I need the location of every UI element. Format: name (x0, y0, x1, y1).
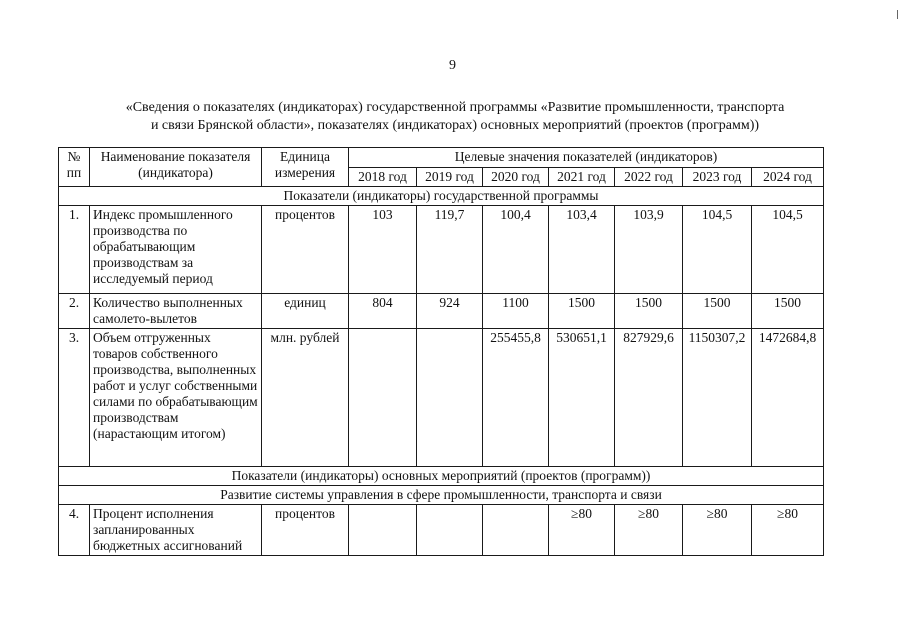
year-header-cell: 2024 год (752, 168, 824, 187)
target-value-cell: 1100 (483, 294, 549, 329)
table-row (59, 505, 824, 556)
year-header-cell: 2020 год (483, 168, 549, 187)
target-value-cell: 103,4 (549, 206, 615, 294)
target-value-cell: 104,5 (752, 206, 824, 294)
unit-cell: процентов (262, 505, 349, 556)
target-value-cell: 1500 (615, 294, 683, 329)
target-value-cell (349, 505, 417, 556)
target-value-cell: 119,7 (417, 206, 483, 294)
indicator-name-cell: Индекс промышленного производства по обрабатывающим производствам за исследуемый период (90, 206, 262, 294)
unit-cell: млн. рублей (262, 329, 349, 467)
row-number-cell: 1. (59, 206, 90, 294)
header-name-line-1: Наименование показателя (100, 149, 251, 164)
section-row (59, 486, 824, 505)
target-value-cell: 104,5 (683, 206, 752, 294)
target-value-cell: ≥80 (683, 505, 752, 556)
indicator-name-cell: Объем отгруженных товаров собственного производства, выполненных работ и услуг собственными силами по обрабатывающим производствам (нарастающим итогом) (90, 329, 262, 467)
target-value-cell: 1500 (549, 294, 615, 329)
section-management-system: Развитие системы управления в сфере промышленности, транспорта и связи (59, 486, 824, 505)
document-title-line-2: и связи Брянской области», показателях (индикаторах) основных мероприятий (проектов (программ)) (150, 118, 760, 133)
target-value-cell: 827929,6 (615, 329, 683, 467)
year-header-cell: 2022 год (615, 168, 683, 187)
target-value-cell (417, 329, 483, 467)
document-title (70, 99, 840, 135)
row-number-cell: 4. (59, 505, 90, 556)
target-value-cell (349, 329, 417, 467)
indicator-name-cell: Процент исполнения запланированных бюджетных ассигнований (90, 505, 262, 556)
target-value-cell: 1500 (683, 294, 752, 329)
year-header-cell: 2021 год (549, 168, 615, 187)
header-targets-cell: Целевые значения показателей (индикаторов) (349, 148, 824, 168)
indicators-table (58, 147, 824, 556)
section-main-activities: Показатели (индикаторы) основных мероприятий (проектов (программ)) (59, 467, 824, 486)
table-row (59, 206, 824, 294)
target-value-cell: 1472684,8 (752, 329, 824, 467)
target-value-cell: 1150307,2 (683, 329, 752, 467)
section-row (59, 467, 824, 486)
page-number: 9 (449, 58, 456, 73)
indicator-name-cell: Количество выполненных самолето-вылетов (90, 294, 262, 329)
page-edge-mark (897, 10, 898, 19)
target-value-cell: ≥80 (549, 505, 615, 556)
target-value-cell: 530651,1 (549, 329, 615, 467)
target-value-cell: 924 (417, 294, 483, 329)
header-number-line-2: пп (66, 165, 82, 180)
unit-cell: единиц (262, 294, 349, 329)
header-unit-line-2: измерения (274, 165, 336, 180)
target-value-cell: 804 (349, 294, 417, 329)
target-value-cell (417, 505, 483, 556)
header-number-cell (59, 148, 90, 187)
year-header-cell: 2018 год (349, 168, 417, 187)
header-name-line-2: (индикатора) (138, 165, 213, 180)
row-number-cell: 3. (59, 329, 90, 467)
target-value-cell: 100,4 (483, 206, 549, 294)
target-value-cell: 103 (349, 206, 417, 294)
target-value-cell: ≥80 (752, 505, 824, 556)
document-title-line-1: «Сведения о показателях (индикаторах) государственной программы «Развитие промышленности, транспорта (125, 100, 785, 115)
header-unit-cell (262, 148, 349, 187)
target-value-cell: 255455,8 (483, 329, 549, 467)
table-row (59, 329, 824, 467)
table-row (59, 294, 824, 329)
header-number-line-1: № (67, 149, 81, 164)
unit-cell: процентов (262, 206, 349, 294)
row-number-cell: 2. (59, 294, 90, 329)
target-value-cell: ≥80 (615, 505, 683, 556)
header-name-cell (90, 148, 262, 187)
target-value-cell: 1500 (752, 294, 824, 329)
year-header-cell: 2023 год (683, 168, 752, 187)
section-program-indicators: Показатели (индикаторы) государственной программы (59, 187, 824, 206)
header-unit-line-1: Единица (279, 149, 330, 164)
target-value-cell: 103,9 (615, 206, 683, 294)
year-header-cell: 2019 год (417, 168, 483, 187)
target-value-cell (483, 505, 549, 556)
